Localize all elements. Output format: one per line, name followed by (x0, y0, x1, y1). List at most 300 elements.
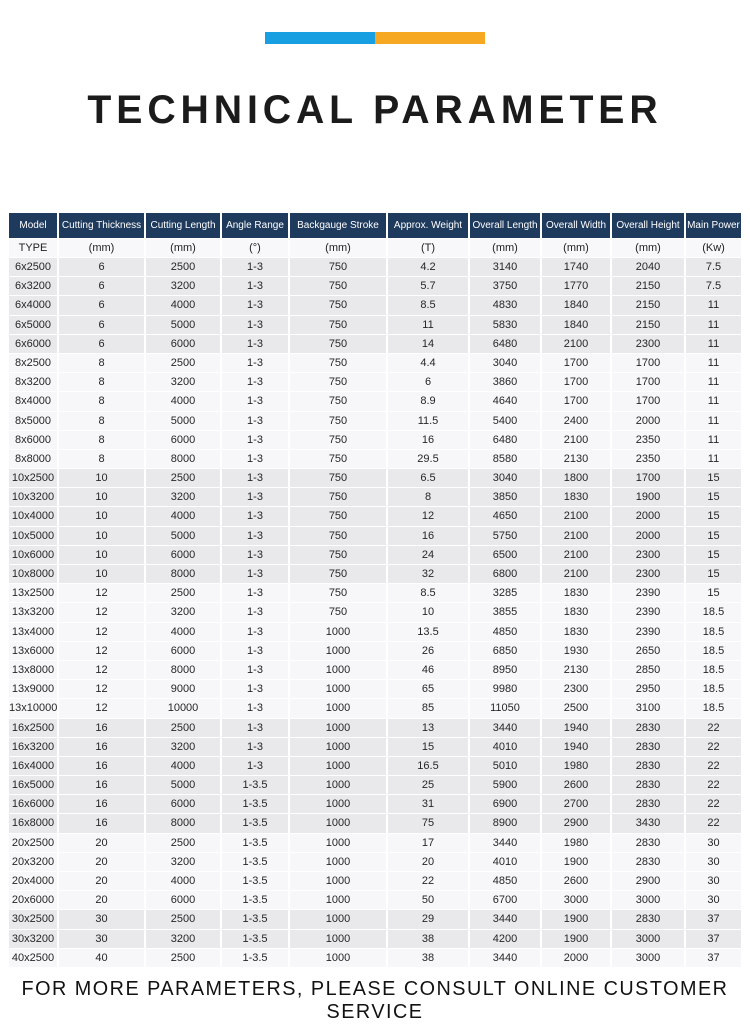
cell: 2950 (612, 680, 684, 698)
table-row (9, 642, 741, 660)
cell: 10 (59, 488, 144, 506)
cell: 1000 (290, 834, 386, 852)
cell: 2000 (612, 507, 684, 525)
cell: 10 (59, 546, 144, 564)
cell: 3860 (470, 373, 540, 391)
cell: 2300 (542, 680, 610, 698)
cell: 75 (388, 814, 468, 832)
cell: 3200 (146, 373, 220, 391)
cell: 1840 (542, 316, 610, 334)
table-row (9, 354, 741, 372)
table-row (9, 488, 741, 506)
cell: 1000 (290, 930, 386, 948)
cell: 750 (290, 469, 386, 487)
cell: 2500 (146, 834, 220, 852)
cell: 6900 (470, 795, 540, 813)
cell: 4000 (146, 872, 220, 890)
cell: 1-3.5 (222, 795, 288, 813)
cell: 15 (686, 527, 741, 545)
cell: 2040 (612, 258, 684, 276)
cell: 11050 (470, 699, 540, 717)
cell: 16x5000 (9, 776, 57, 794)
cell: 6x6000 (9, 335, 57, 353)
cell: 3140 (470, 258, 540, 276)
cell: 750 (290, 277, 386, 295)
cell: 2830 (612, 795, 684, 813)
cell: 15 (686, 565, 741, 583)
cell: 4000 (146, 623, 220, 641)
cell: 5000 (146, 412, 220, 430)
cell: 10 (59, 469, 144, 487)
table-row (9, 603, 741, 621)
cell: 16x8000 (9, 814, 57, 832)
cell: 750 (290, 431, 386, 449)
cell: 1-3 (222, 412, 288, 430)
cell: 12 (59, 584, 144, 602)
cell: 1-3.5 (222, 776, 288, 794)
cell: 13x2500 (9, 584, 57, 602)
cell: 11 (686, 392, 741, 410)
cell: 2650 (612, 642, 684, 660)
cell: 1000 (290, 719, 386, 737)
cell: 5750 (470, 527, 540, 545)
cell: 2350 (612, 431, 684, 449)
cell: 1-3 (222, 450, 288, 468)
cell: 1000 (290, 623, 386, 641)
cell: 3750 (470, 277, 540, 295)
column-header: Main Power (686, 213, 741, 238)
cell: 1930 (542, 642, 610, 660)
cell: 16 (59, 795, 144, 813)
cell: 2900 (612, 872, 684, 890)
cell: 40 (59, 949, 144, 967)
cell: 16 (59, 757, 144, 775)
cell: 11 (686, 373, 741, 391)
table-row (9, 776, 741, 794)
cell: 4200 (470, 930, 540, 948)
page-title: TECHNICAL PARAMETER (87, 88, 663, 132)
table-row (9, 872, 741, 890)
cell: 2830 (612, 910, 684, 928)
cell: 6850 (470, 642, 540, 660)
accent-bars (0, 32, 750, 44)
table-row (9, 661, 741, 679)
cell: 11.5 (388, 412, 468, 430)
cell: 1-3.5 (222, 872, 288, 890)
cell: 4000 (146, 757, 220, 775)
cell: 12 (59, 642, 144, 660)
cell: 2830 (612, 853, 684, 871)
cell: 750 (290, 507, 386, 525)
cell: 12 (388, 507, 468, 525)
cell: 3200 (146, 488, 220, 506)
cell: 1000 (290, 910, 386, 928)
cell: 1700 (612, 373, 684, 391)
table-row (9, 699, 741, 717)
table-row (9, 316, 741, 334)
cell: 16 (388, 527, 468, 545)
cell: 10 (59, 527, 144, 545)
cell: 2390 (612, 584, 684, 602)
cell: 4010 (470, 738, 540, 756)
cell: 3200 (146, 277, 220, 295)
table-row (9, 891, 741, 909)
cell: 8.9 (388, 392, 468, 410)
column-header: Overall Width (542, 213, 610, 238)
cell: 2700 (542, 795, 610, 813)
table-row (9, 392, 741, 410)
cell: 4.2 (388, 258, 468, 276)
cell: 8x8000 (9, 450, 57, 468)
cell: 8 (59, 450, 144, 468)
table-row (9, 795, 741, 813)
cell: 3200 (146, 930, 220, 948)
cell: 22 (686, 757, 741, 775)
cell: 750 (290, 546, 386, 564)
cell: 2350 (612, 450, 684, 468)
cell: 12 (59, 699, 144, 717)
cell: 750 (290, 527, 386, 545)
cell: 2130 (542, 661, 610, 679)
spec-table (9, 213, 741, 968)
cell: 1830 (542, 584, 610, 602)
cell: 6000 (146, 335, 220, 353)
cell: 4000 (146, 507, 220, 525)
cell: 6.5 (388, 469, 468, 487)
cell: 1000 (290, 738, 386, 756)
cell: 6 (59, 316, 144, 334)
table-row (9, 450, 741, 468)
cell: 2500 (146, 258, 220, 276)
cell: 6x2500 (9, 258, 57, 276)
unit-label: (mm) (146, 239, 220, 257)
cell: 22 (686, 776, 741, 794)
cell: 15 (686, 469, 741, 487)
table-row (9, 834, 741, 852)
column-header: Cutting Thickness (59, 213, 144, 238)
cell: 1000 (290, 814, 386, 832)
cell: 65 (388, 680, 468, 698)
cell: 1-3 (222, 661, 288, 679)
cell: 6500 (470, 546, 540, 564)
cell: 1-3 (222, 584, 288, 602)
cell: 10x2500 (9, 469, 57, 487)
cell: 4850 (470, 872, 540, 890)
cell: 20 (59, 872, 144, 890)
cell: 1000 (290, 642, 386, 660)
cell: 1000 (290, 661, 386, 679)
cell: 13x10000 (9, 699, 57, 717)
cell: 1840 (542, 296, 610, 314)
cell: 13x9000 (9, 680, 57, 698)
cell: 2830 (612, 757, 684, 775)
cell: 32 (388, 565, 468, 583)
cell: 30 (686, 891, 741, 909)
cell: 8000 (146, 450, 220, 468)
cell: 22 (686, 795, 741, 813)
cell: 30 (59, 930, 144, 948)
cell: 15 (686, 488, 741, 506)
cell: 12 (59, 623, 144, 641)
cell: 38 (388, 949, 468, 967)
cell: 4640 (470, 392, 540, 410)
cell: 3040 (470, 354, 540, 372)
cell: 1-3.5 (222, 949, 288, 967)
table-row (9, 623, 741, 641)
cell: 2150 (612, 316, 684, 334)
cell: 8950 (470, 661, 540, 679)
cell: 1000 (290, 872, 386, 890)
cell: 1-3 (222, 316, 288, 334)
cell: 3000 (612, 930, 684, 948)
cell: 3850 (470, 488, 540, 506)
cell: 750 (290, 488, 386, 506)
cell: 1000 (290, 853, 386, 871)
cell: 3440 (470, 719, 540, 737)
cell: 18.5 (686, 661, 741, 679)
unit-label: (°) (222, 239, 288, 257)
cell: 1-3 (222, 373, 288, 391)
cell: 10 (59, 565, 144, 583)
cell: 5000 (146, 527, 220, 545)
accent-bar-orange (375, 32, 485, 44)
cell: 4650 (470, 507, 540, 525)
cell: 2100 (542, 565, 610, 583)
cell: 11 (686, 412, 741, 430)
table-row (9, 757, 741, 775)
cell: 8.5 (388, 296, 468, 314)
cell: 1830 (542, 603, 610, 621)
cell: 3200 (146, 738, 220, 756)
cell: 11 (686, 335, 741, 353)
cell: 11 (388, 316, 468, 334)
cell: 3200 (146, 603, 220, 621)
cell: 1-3 (222, 603, 288, 621)
cell: 8x2500 (9, 354, 57, 372)
cell: 1830 (542, 488, 610, 506)
cell: 20x6000 (9, 891, 57, 909)
cell: 6480 (470, 335, 540, 353)
cell: 24 (388, 546, 468, 564)
cell: 1-3 (222, 642, 288, 660)
cell: 8000 (146, 814, 220, 832)
cell: 40x2500 (9, 949, 57, 967)
cell: 1-3 (222, 527, 288, 545)
table-row (9, 546, 741, 564)
cell: 5.7 (388, 277, 468, 295)
cell: 8x5000 (9, 412, 57, 430)
cell: 8.5 (388, 584, 468, 602)
cell: 13 (388, 719, 468, 737)
cell: 3440 (470, 949, 540, 967)
cell: 1000 (290, 680, 386, 698)
cell: 18.5 (686, 623, 741, 641)
cell: 20 (59, 834, 144, 852)
cell: 2100 (542, 507, 610, 525)
cell: 16 (59, 719, 144, 737)
table-row (9, 853, 741, 871)
cell: 6 (59, 335, 144, 353)
cell: 6 (59, 258, 144, 276)
cell: 5000 (146, 316, 220, 334)
cell: 1-3 (222, 699, 288, 717)
cell: 1940 (542, 719, 610, 737)
cell: 15 (686, 584, 741, 602)
cell: 1940 (542, 738, 610, 756)
cell: 3000 (612, 891, 684, 909)
cell: 2500 (146, 469, 220, 487)
cell: 1000 (290, 757, 386, 775)
cell: 8000 (146, 565, 220, 583)
cell: 2300 (612, 565, 684, 583)
cell: 750 (290, 354, 386, 372)
cell: 6700 (470, 891, 540, 909)
cell: 15 (388, 738, 468, 756)
cell: 750 (290, 603, 386, 621)
cell: 750 (290, 450, 386, 468)
cell: 1-3.5 (222, 930, 288, 948)
cell: 6480 (470, 431, 540, 449)
cell: 4000 (146, 392, 220, 410)
cell: 3040 (470, 469, 540, 487)
cell: 1700 (612, 354, 684, 372)
cell: 46 (388, 661, 468, 679)
cell: 1-3 (222, 719, 288, 737)
cell: 1000 (290, 949, 386, 967)
cell: 8x6000 (9, 431, 57, 449)
cell: 2100 (542, 431, 610, 449)
cell: 2900 (542, 814, 610, 832)
cell: 750 (290, 392, 386, 410)
cell: 2130 (542, 450, 610, 468)
cell: 2830 (612, 834, 684, 852)
cell: 6x4000 (9, 296, 57, 314)
cell: 2500 (146, 584, 220, 602)
cell: 10 (388, 603, 468, 621)
cell: 8 (59, 392, 144, 410)
cell: 8 (388, 488, 468, 506)
cell: 3200 (146, 853, 220, 871)
cell: 5900 (470, 776, 540, 794)
cell: 16x4000 (9, 757, 57, 775)
cell: 7.5 (686, 258, 741, 276)
cell: 1-3 (222, 623, 288, 641)
cell: 85 (388, 699, 468, 717)
cell: 2500 (146, 354, 220, 372)
cell: 1-3 (222, 392, 288, 410)
cell: 1700 (612, 392, 684, 410)
cell: 2400 (542, 412, 610, 430)
cell: 3440 (470, 834, 540, 852)
cell: 6000 (146, 546, 220, 564)
cell: 18.5 (686, 603, 741, 621)
table-row (9, 335, 741, 353)
cell: 750 (290, 565, 386, 583)
cell: 2850 (612, 661, 684, 679)
cell: 2830 (612, 738, 684, 756)
cell: 9000 (146, 680, 220, 698)
cell: 6000 (146, 795, 220, 813)
footer-note: FOR MORE PARAMETERS, PLEASE CONSULT ONLINE CUSTOMER SERVICE (21, 978, 729, 1023)
cell: 5000 (146, 776, 220, 794)
cell: 1-3 (222, 757, 288, 775)
cell: 6 (59, 296, 144, 314)
cell: 4850 (470, 623, 540, 641)
unit-label: (mm) (59, 239, 144, 257)
cell: 26 (388, 642, 468, 660)
table-row (9, 277, 741, 295)
table-row (9, 412, 741, 430)
cell: 8x4000 (9, 392, 57, 410)
table-row (9, 949, 741, 967)
cell: 1-3 (222, 469, 288, 487)
table-row (9, 565, 741, 583)
cell: 750 (290, 316, 386, 334)
cell: 9980 (470, 680, 540, 698)
unit-label: (mm) (612, 239, 684, 257)
cell: 12 (59, 661, 144, 679)
cell: 8 (59, 373, 144, 391)
cell: 10000 (146, 699, 220, 717)
cell: 50 (388, 891, 468, 909)
cell: 1980 (542, 834, 610, 852)
cell: 2000 (542, 949, 610, 967)
cell: 1-3 (222, 335, 288, 353)
cell: 2600 (542, 872, 610, 890)
cell: 2500 (146, 949, 220, 967)
table-header-row (9, 213, 741, 238)
cell: 2830 (612, 776, 684, 794)
cell: 22 (388, 872, 468, 890)
cell: 30 (686, 853, 741, 871)
table-row (9, 719, 741, 737)
column-header: Cutting Length (146, 213, 220, 238)
column-header: Backgauge Stroke (290, 213, 386, 238)
cell: 1000 (290, 891, 386, 909)
cell: 2500 (146, 910, 220, 928)
cell: 1700 (612, 469, 684, 487)
column-header: Approx. Weight (388, 213, 468, 238)
cell: 12 (59, 680, 144, 698)
cell: 16 (59, 738, 144, 756)
cell: 1-3 (222, 296, 288, 314)
cell: 1770 (542, 277, 610, 295)
cell: 16x6000 (9, 795, 57, 813)
cell: 18.5 (686, 642, 741, 660)
cell: 12 (59, 603, 144, 621)
table-row (9, 930, 741, 948)
cell: 1-3.5 (222, 834, 288, 852)
cell: 4000 (146, 296, 220, 314)
cell: 2150 (612, 277, 684, 295)
cell: 10x8000 (9, 565, 57, 583)
cell: 1980 (542, 757, 610, 775)
cell: 38 (388, 930, 468, 948)
cell: 2390 (612, 603, 684, 621)
cell: 10x4000 (9, 507, 57, 525)
cell: 1800 (542, 469, 610, 487)
cell: 6000 (146, 642, 220, 660)
cell: 750 (290, 296, 386, 314)
table-row (9, 296, 741, 314)
column-header: Overall Height (612, 213, 684, 238)
cell: 1900 (542, 853, 610, 871)
cell: 30x3200 (9, 930, 57, 948)
cell: 2150 (612, 296, 684, 314)
cell: 1830 (542, 623, 610, 641)
cell: 11 (686, 296, 741, 314)
cell: 4830 (470, 296, 540, 314)
